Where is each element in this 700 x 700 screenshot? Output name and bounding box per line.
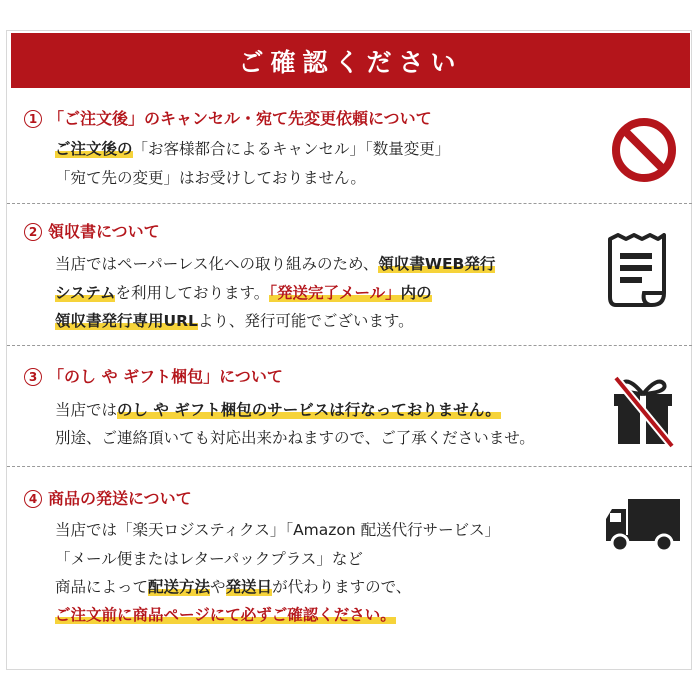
section-2-line-1-highlight: 領収書WEB発行	[378, 255, 496, 273]
section-2-line-2-highlight: システム	[55, 284, 116, 302]
section-1-title	[24, 106, 432, 129]
section-3-number: 3	[24, 368, 42, 386]
section-2-line-3-text: より、発行可能でございます。	[197, 312, 414, 330]
section-4-number: 4	[24, 490, 42, 508]
section-2-title-text: 領収書について	[48, 222, 160, 241]
section-3-title	[24, 364, 283, 387]
section-2-line-3-highlight: 領収書発行専用URL	[55, 312, 198, 330]
section-4-line-3-text-3: が代わりますので、	[272, 578, 412, 596]
section-2-line-2	[55, 281, 432, 303]
section-2-line-2-text-2: 内の	[400, 284, 432, 302]
section-4-line-3-text-2: や	[210, 578, 226, 596]
section-2-line-2-text: を利用しております。	[115, 284, 270, 302]
section-1-line-2-text: 「宛て先の変更」はお受けしておりません。	[55, 169, 366, 187]
section-1-line-1-text: 「お客様都合によるキャンセル」「数量変更」	[132, 140, 451, 158]
receipt-icon	[606, 233, 668, 309]
section-2-line-3	[55, 309, 414, 331]
section-2-line-1-text: 当店ではペーパーレス化への取り組みのため、	[55, 255, 379, 273]
section-3-line-2-text: 別途、ご連絡頂いても対応出来かねますので、ご了承くださいませ。	[55, 429, 535, 447]
divider	[7, 466, 692, 467]
section-1-line-2	[55, 166, 366, 188]
section-4-line-3-text: 商品によって	[55, 578, 149, 596]
section-4-line-4-highlight: ご注文前に商品ページにて必ずご確認ください。	[55, 606, 396, 624]
section-4-line-1-text: 当店では「楽天ロジスティクス」「Amazon 配送代行サービス」	[55, 521, 501, 539]
prohibited-icon	[609, 115, 679, 185]
divider	[7, 203, 692, 204]
delivery-truck-icon	[604, 497, 682, 553]
section-4-line-3	[55, 575, 411, 597]
section-1-number: 1	[24, 110, 42, 128]
divider	[7, 345, 692, 346]
section-4-line-3-highlight-2: 発送日	[225, 578, 273, 596]
section-4-line-2-text: 「メール便またはレターパックプラス」など	[55, 550, 363, 568]
no-gift-icon	[612, 374, 674, 448]
section-1-line-1-highlight: ご注文後の	[55, 140, 133, 158]
section-3-line-1	[55, 398, 501, 420]
section-4-line-2	[55, 547, 363, 569]
section-2-line-1	[55, 252, 495, 274]
section-4-line-3-highlight: 配送方法	[148, 578, 211, 596]
section-2-line-2-highlight-2: 「発送完了メール」	[269, 284, 401, 302]
section-4-title-text: 商品の発送について	[48, 489, 192, 508]
section-3-line-1-highlight: のし や ギフト梱包のサービスは行なっておりません。	[117, 401, 501, 419]
section-4-title	[24, 486, 192, 509]
section-2-number: 2	[24, 223, 42, 241]
section-2-title	[24, 219, 160, 242]
section-3-line-1-text: 当店では	[55, 401, 118, 419]
section-4-line-1	[55, 518, 500, 540]
section-1-line-1	[55, 137, 450, 159]
section-3-title-text: 「のし や ギフト梱包」について	[48, 367, 283, 386]
section-3-line-2	[55, 426, 535, 448]
page-title: ご確認ください	[11, 33, 690, 88]
section-1-title-text: 「ご注文後」のキャンセル・宛て先変更依頼について	[48, 109, 432, 128]
section-4-line-4	[55, 603, 396, 625]
